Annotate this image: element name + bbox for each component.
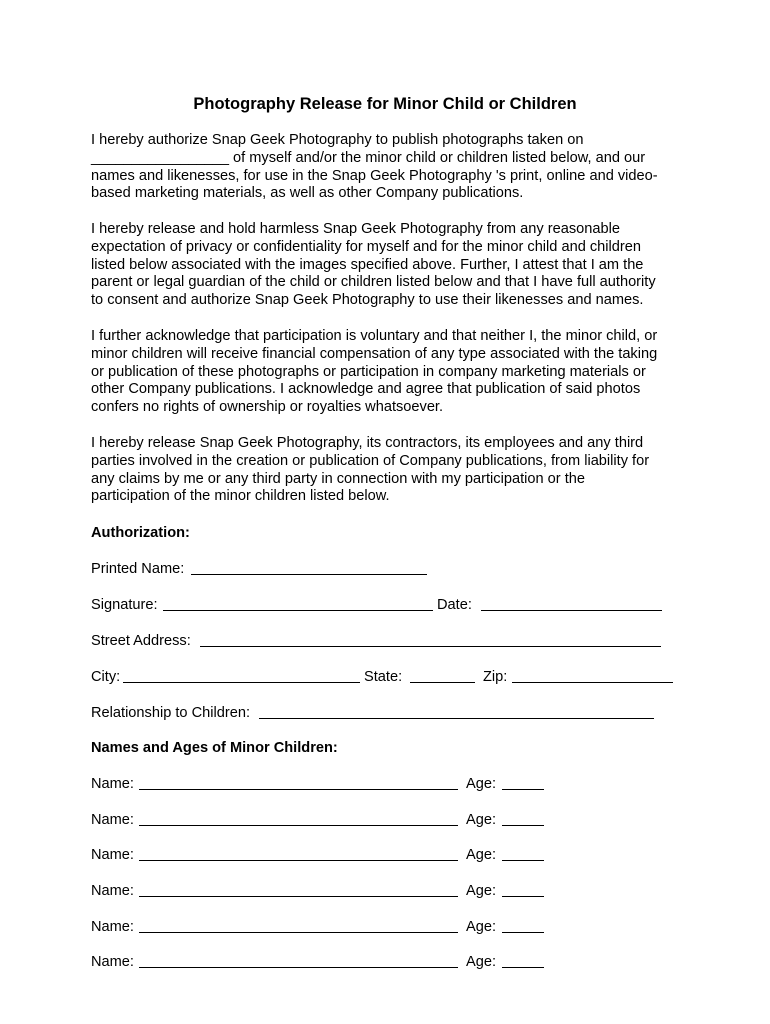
child-age-label: Age:	[466, 776, 497, 792]
street-address-label: Street Address:	[91, 633, 191, 649]
paragraph-line: I hereby release and hold harmless Snap Geek Photography from any reasonable	[91, 221, 620, 237]
page-title: Photography Release for Minor Child or Children	[193, 95, 577, 113]
child-age-field[interactable]	[502, 825, 544, 826]
child-age-field[interactable]	[502, 789, 544, 790]
paragraph-authorize	[91, 132, 691, 203]
paragraph-line: to consent and authorize Snap Geek Photography to use their likenesses and names.	[91, 292, 644, 309]
street-address-field[interactable]	[200, 646, 661, 647]
child-name-label: Name:	[91, 919, 134, 935]
paragraph-line: I further acknowledge that participation is voluntary and that neither I, the minor child, or	[91, 328, 658, 344]
child-name-field[interactable]	[139, 896, 458, 897]
child-name-field[interactable]	[139, 967, 458, 968]
children-heading: Names and Ages of Minor Children:	[91, 740, 338, 756]
printed-name-label: Printed Name:	[91, 561, 185, 577]
paragraph-line: parties involved in the creation or publication of Company publications, from liability for	[91, 452, 650, 469]
zip-label: Zip:	[483, 669, 508, 685]
authorization-heading: Authorization:	[91, 525, 190, 541]
paragraph-line: _________________ of myself and/or the minor child or children listed below, and our	[91, 149, 646, 166]
paragraph-line: participation of the minor children listed below.	[91, 488, 390, 505]
paragraph-line: I hereby release Snap Geek Photography, its contractors, its employees and any third	[91, 435, 644, 451]
signature-label: Signature:	[91, 597, 158, 613]
paragraph-line: any claims by me or any third party in connection with my participation or the	[91, 470, 585, 487]
child-age-label: Age:	[466, 919, 497, 935]
signature-field[interactable]	[163, 610, 433, 611]
relationship-label: Relationship to Children:	[91, 705, 250, 721]
child-name-label: Name:	[91, 954, 134, 970]
child-age-field[interactable]	[502, 896, 544, 897]
date-field[interactable]	[481, 610, 662, 611]
paragraph-line: names and likenesses, for use in the Snap Geek Photography 's print, online and video-	[91, 167, 658, 184]
child-name-label: Name:	[91, 776, 134, 792]
printed-name-field[interactable]	[191, 574, 427, 575]
paragraph-line: or publication of these photographs or participation in company marketing materials or	[91, 363, 646, 380]
child-age-label: Age:	[466, 883, 497, 899]
child-name-label: Name:	[91, 883, 134, 899]
paragraph-liability	[91, 435, 691, 506]
child-age-label: Age:	[466, 812, 497, 828]
state-label: State:	[364, 669, 403, 685]
child-age-field[interactable]	[502, 860, 544, 861]
date-label: Date:	[437, 597, 472, 613]
paragraph-line: other Company publications. I acknowledge and agree that publication of said photos	[91, 381, 641, 398]
child-name-field[interactable]	[139, 789, 458, 790]
paragraph-line: I hereby authorize Snap Geek Photography to publish photographs taken on	[91, 132, 584, 148]
city-label: City:	[91, 669, 121, 685]
zip-field[interactable]	[512, 682, 673, 683]
child-name-label: Name:	[91, 812, 134, 828]
child-age-label: Age:	[466, 847, 497, 863]
paragraph-line: based marketing materials, as well as other Company publications.	[91, 185, 524, 202]
child-age-field[interactable]	[502, 967, 544, 968]
state-field[interactable]	[410, 682, 475, 683]
child-age-field[interactable]	[502, 932, 544, 933]
paragraph-line: listed below associated with the images specified above. Further, I attest that I am the	[91, 256, 644, 273]
relationship-field[interactable]	[259, 718, 654, 719]
paragraph-release	[91, 221, 691, 310]
child-name-field[interactable]	[139, 825, 458, 826]
city-field[interactable]	[123, 682, 360, 683]
child-name-field[interactable]	[139, 932, 458, 933]
paragraph-line: minor children will receive financial compensation of any type associated with the taking	[91, 345, 658, 362]
child-name-label: Name:	[91, 847, 134, 863]
child-name-field[interactable]	[139, 860, 458, 861]
paragraph-line: confers no rights of ownership or royalties whatsoever.	[91, 399, 444, 416]
paragraph-line: expectation of privacy or confidentiality for myself and for the minor child and children	[91, 238, 641, 255]
paragraph-acknowledge	[91, 328, 691, 417]
paragraph-line: parent or legal guardian of the child or children listed below and that I have full authority	[91, 274, 656, 291]
child-age-label: Age:	[466, 954, 497, 970]
